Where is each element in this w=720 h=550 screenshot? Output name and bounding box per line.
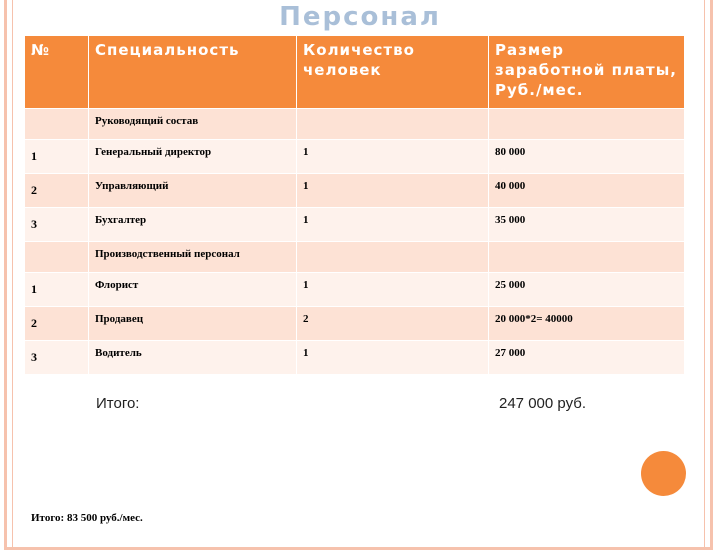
cell-number: 1 (25, 140, 89, 174)
cell-count: 1 (297, 140, 489, 174)
table-row (25, 140, 685, 174)
decorative-circle (641, 451, 686, 496)
total-label: Итого: (96, 395, 140, 412)
cell-number: 1 (25, 273, 89, 307)
cell-number: 2 (25, 174, 89, 208)
cell-count (297, 242, 489, 273)
table-row (25, 307, 685, 341)
staff-table (24, 35, 685, 375)
cell-specialty: Флорист (89, 273, 297, 307)
header-count: Количество человек (297, 36, 489, 109)
cell-specialty: Бухгалтер (89, 208, 297, 242)
slide-title: Персонал (279, 2, 441, 32)
cell-count (297, 109, 489, 140)
cell-specialty: Генеральный директор (89, 140, 297, 174)
cell-salary: 40 000 (489, 174, 685, 208)
cell-salary: 25 000 (489, 273, 685, 307)
table-row (25, 208, 685, 242)
total-value: 247 000 руб. (499, 395, 586, 412)
cell-specialty: Руководящий состав (89, 109, 297, 140)
table-row (25, 341, 685, 375)
table-row (25, 174, 685, 208)
table-row (25, 109, 685, 140)
cell-count: 1 (297, 208, 489, 242)
table-row (25, 242, 685, 273)
header-number: № (25, 36, 89, 109)
cell-specialty: Продавец (89, 307, 297, 341)
cell-number (25, 242, 89, 273)
header-specialty: Специальность (89, 36, 297, 109)
cell-salary: 80 000 (489, 140, 685, 174)
cell-count: 1 (297, 341, 489, 375)
cell-salary: 27 000 (489, 341, 685, 375)
cell-count: 1 (297, 174, 489, 208)
cell-specialty: Производственный персонал (89, 242, 297, 273)
table-header-row (25, 36, 685, 109)
cell-number (25, 109, 89, 140)
cell-specialty: Управляющий (89, 174, 297, 208)
cell-number: 2 (25, 307, 89, 341)
header-salary: Размер заработной платы, Руб./мес. (489, 36, 685, 109)
cell-number: 3 (25, 208, 89, 242)
cell-salary (489, 242, 685, 273)
cell-count: 1 (297, 273, 489, 307)
table-row (25, 273, 685, 307)
cell-salary: 20 000*2= 40000 (489, 307, 685, 341)
cell-count: 2 (297, 307, 489, 341)
cell-number: 3 (25, 341, 89, 375)
monthly-total-footnote: Итого: 83 500 руб./мес. (31, 512, 143, 524)
cell-specialty: Водитель (89, 341, 297, 375)
cell-salary (489, 109, 685, 140)
cell-salary: 35 000 (489, 208, 685, 242)
